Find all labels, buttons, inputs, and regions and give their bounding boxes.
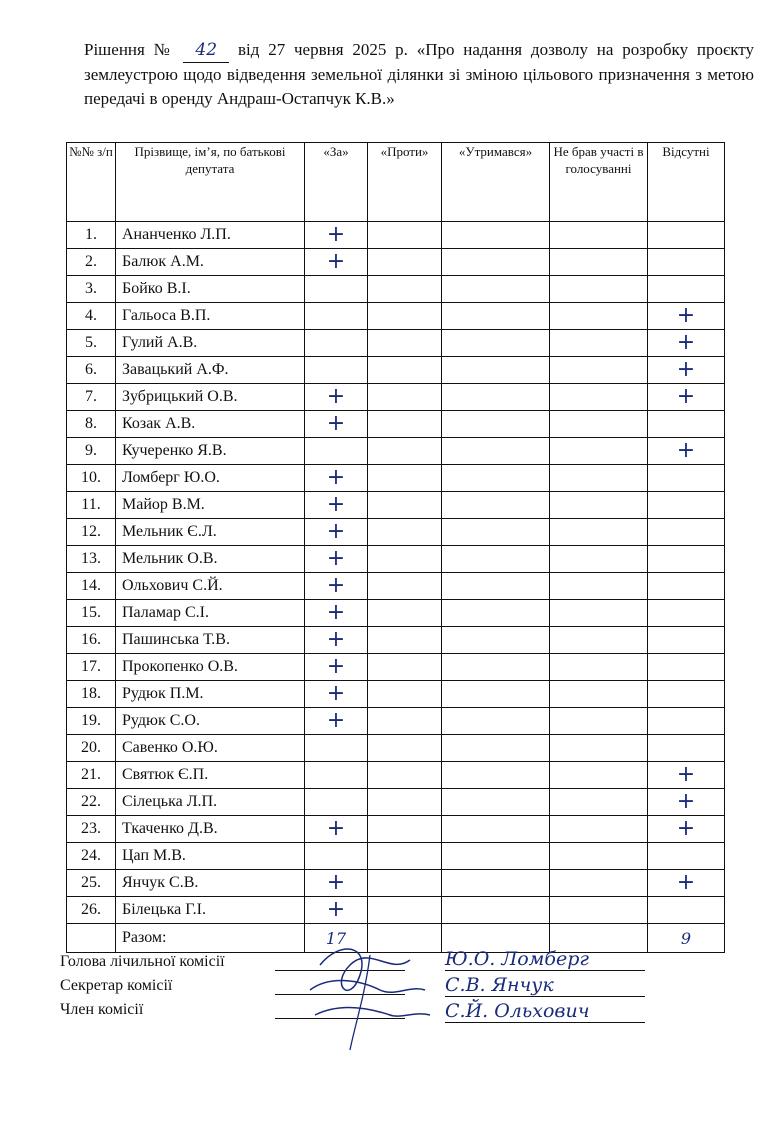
- plus-mark: +: [326, 546, 346, 571]
- signature-label-secretary: Секретар комісії: [60, 977, 173, 994]
- vote-ne-brav: [550, 762, 648, 789]
- table-row: [67, 897, 725, 924]
- table-row: [67, 816, 725, 843]
- plus-mark: +: [676, 384, 696, 409]
- vote-utrymavsia: [442, 735, 550, 762]
- table-row: [67, 222, 725, 249]
- plus-mark: +: [676, 816, 696, 841]
- vote-absent: [648, 735, 725, 762]
- table-row: [67, 438, 725, 465]
- vote-ne-brav: [550, 249, 648, 276]
- plus-mark: +: [326, 816, 346, 841]
- voting-table: [66, 142, 725, 953]
- vote-za: [305, 816, 368, 843]
- table-row: [67, 708, 725, 735]
- row-number: 21.: [67, 762, 116, 789]
- vote-ne-brav: [550, 303, 648, 330]
- plus-mark: +: [326, 708, 346, 733]
- row-number: 13.: [67, 546, 116, 573]
- row-number: 4.: [67, 303, 116, 330]
- vote-absent: [648, 411, 725, 438]
- vote-ne-brav: [550, 843, 648, 870]
- vote-proty: [368, 330, 442, 357]
- vote-absent: [648, 816, 725, 843]
- row-number: 19.: [67, 708, 116, 735]
- row-number: 15.: [67, 600, 116, 627]
- vote-ne-brav: [550, 465, 648, 492]
- vote-za: [305, 330, 368, 357]
- vote-za: [305, 222, 368, 249]
- row-number: 24.: [67, 843, 116, 870]
- vote-absent: [648, 627, 725, 654]
- vote-ne-brav: [550, 600, 648, 627]
- plus-mark: +: [676, 789, 696, 814]
- deputy-name: Рудюк П.М.: [116, 681, 305, 708]
- table-row: [67, 600, 725, 627]
- vote-ne-brav: [550, 654, 648, 681]
- vote-za: [305, 600, 368, 627]
- deputy-name: Прокопенко О.В.: [116, 654, 305, 681]
- header-name: Прізвище, ім’я, по батькові депутата: [116, 143, 305, 222]
- vote-utrymavsia: [442, 249, 550, 276]
- table-row: [67, 627, 725, 654]
- vote-ne-brav: [550, 438, 648, 465]
- vote-proty: [368, 654, 442, 681]
- table-row: [67, 492, 725, 519]
- vote-ne-brav: [550, 897, 648, 924]
- vote-proty: [368, 708, 442, 735]
- vote-za: [305, 465, 368, 492]
- table-row: [67, 573, 725, 600]
- vote-utrymavsia: [442, 816, 550, 843]
- vote-proty: [368, 762, 442, 789]
- table-row: [67, 519, 725, 546]
- table-row: [67, 384, 725, 411]
- header-utrymavsia: «Утримався»: [442, 143, 550, 222]
- plus-mark: +: [326, 870, 346, 895]
- vote-za: [305, 384, 368, 411]
- signature-name-chair: Ю.О. Ломберг: [445, 948, 645, 971]
- vote-absent: [648, 762, 725, 789]
- plus-mark: +: [676, 357, 696, 382]
- vote-za: [305, 249, 368, 276]
- plus-mark: +: [326, 654, 346, 679]
- table-row: [67, 303, 725, 330]
- vote-proty: [368, 897, 442, 924]
- decision-text: від 27 червня 2025 р. «Про надання дозволу на розробку проєкту землеустрою щодо відведення земельної ділянки зі зміною цільового призначення з метою передачі в оренду Андраш-Остапчук К.В.»: [84, 40, 755, 108]
- vote-absent: [648, 573, 725, 600]
- row-number: 23.: [67, 816, 116, 843]
- vote-proty: [368, 411, 442, 438]
- plus-mark: +: [676, 762, 696, 787]
- vote-proty: [368, 681, 442, 708]
- vote-ne-brav: [550, 519, 648, 546]
- vote-za: [305, 843, 368, 870]
- vote-za: [305, 357, 368, 384]
- vote-proty: [368, 789, 442, 816]
- vote-absent: [648, 303, 725, 330]
- vote-ne-brav: [550, 627, 648, 654]
- row-number: 14.: [67, 573, 116, 600]
- vote-ne-brav: [550, 357, 648, 384]
- deputy-name: Козак А.В.: [116, 411, 305, 438]
- vote-proty: [368, 519, 442, 546]
- deputy-name: Ольхович С.Й.: [116, 573, 305, 600]
- vote-za: [305, 438, 368, 465]
- vote-za: [305, 411, 368, 438]
- decision-number: 42: [183, 38, 229, 63]
- plus-mark: +: [326, 222, 346, 247]
- deputy-name: Ананченко Л.П.: [116, 222, 305, 249]
- table-row: [67, 762, 725, 789]
- deputy-name: Майор В.М.: [116, 492, 305, 519]
- vote-proty: [368, 465, 442, 492]
- header-num: №№ з/п: [67, 143, 116, 222]
- table-row: [67, 276, 725, 303]
- row-number: 16.: [67, 627, 116, 654]
- vote-absent: [648, 654, 725, 681]
- vote-proty: [368, 384, 442, 411]
- signature-label-member: Член комісії: [60, 1001, 144, 1018]
- signature-name-secretary: С.В. Янчук: [445, 974, 645, 997]
- vote-za: [305, 762, 368, 789]
- vote-absent: [648, 519, 725, 546]
- vote-proty: [368, 357, 442, 384]
- vote-za: [305, 654, 368, 681]
- vote-ne-brav: [550, 708, 648, 735]
- table-row: [67, 465, 725, 492]
- row-number: 5.: [67, 330, 116, 357]
- deputy-name: Білецька Г.І.: [116, 897, 305, 924]
- vote-proty: [368, 222, 442, 249]
- vote-ne-brav: [550, 330, 648, 357]
- vote-absent: [648, 870, 725, 897]
- vote-absent: [648, 384, 725, 411]
- table-row: [67, 330, 725, 357]
- vote-za: [305, 573, 368, 600]
- row-number: 12.: [67, 519, 116, 546]
- plus-mark: +: [326, 411, 346, 436]
- vote-ne-brav: [550, 276, 648, 303]
- row-number: 20.: [67, 735, 116, 762]
- plus-mark: +: [676, 330, 696, 355]
- header-proty: «Проти»: [368, 143, 442, 222]
- vote-absent: [648, 546, 725, 573]
- vote-absent: [648, 897, 725, 924]
- row-number: 25.: [67, 870, 116, 897]
- vote-za: [305, 519, 368, 546]
- vote-utrymavsia: [442, 438, 550, 465]
- plus-mark: +: [326, 249, 346, 274]
- vote-utrymavsia: [442, 357, 550, 384]
- row-number: 2.: [67, 249, 116, 276]
- deputy-name: Зубрицький О.В.: [116, 384, 305, 411]
- vote-utrymavsia: [442, 870, 550, 897]
- vote-absent: [648, 708, 725, 735]
- deputy-name: Янчук С.В.: [116, 870, 305, 897]
- vote-za: [305, 735, 368, 762]
- signature-name-member: С.Й. Ольхович: [445, 1000, 645, 1023]
- vote-utrymavsia: [442, 384, 550, 411]
- vote-utrymavsia: [442, 654, 550, 681]
- decision-title: [84, 38, 754, 111]
- vote-utrymavsia: [442, 519, 550, 546]
- table-row: [67, 735, 725, 762]
- vote-absent: [648, 276, 725, 303]
- deputy-name: Гальоса В.П.: [116, 303, 305, 330]
- deputy-name: Балюк А.М.: [116, 249, 305, 276]
- vote-absent: [648, 465, 725, 492]
- row-number: 17.: [67, 654, 116, 681]
- vote-proty: [368, 546, 442, 573]
- decision-prefix: Рішення №: [84, 40, 175, 59]
- vote-za: [305, 303, 368, 330]
- vote-ne-brav: [550, 816, 648, 843]
- plus-mark: +: [326, 384, 346, 409]
- vote-absent: [648, 600, 725, 627]
- plus-mark: +: [326, 465, 346, 490]
- vote-ne-brav: [550, 384, 648, 411]
- vote-ne-brav: [550, 735, 648, 762]
- vote-za: [305, 870, 368, 897]
- total-absent: 9: [648, 924, 725, 953]
- header-ne-brav: Не брав участі в голосуванні: [550, 143, 648, 222]
- vote-utrymavsia: [442, 627, 550, 654]
- vote-absent: [648, 789, 725, 816]
- vote-ne-brav: [550, 870, 648, 897]
- plus-mark: +: [326, 573, 346, 598]
- vote-za: [305, 627, 368, 654]
- table-row: [67, 357, 725, 384]
- plus-mark: +: [326, 627, 346, 652]
- vote-absent: [648, 492, 725, 519]
- table-row: [67, 411, 725, 438]
- vote-ne-brav: [550, 789, 648, 816]
- vote-za: [305, 276, 368, 303]
- vote-utrymavsia: [442, 303, 550, 330]
- deputy-name: Бойко В.І.: [116, 276, 305, 303]
- vote-za: [305, 789, 368, 816]
- row-number: 3.: [67, 276, 116, 303]
- vote-proty: [368, 843, 442, 870]
- vote-proty: [368, 573, 442, 600]
- vote-ne-brav: [550, 222, 648, 249]
- deputy-name: Ткаченко Д.В.: [116, 816, 305, 843]
- plus-mark: +: [326, 492, 346, 517]
- header-za: «За»: [305, 143, 368, 222]
- vote-utrymavsia: [442, 708, 550, 735]
- vote-proty: [368, 627, 442, 654]
- deputy-name: Мельник О.В.: [116, 546, 305, 573]
- table-header-row: [67, 143, 725, 222]
- vote-absent: [648, 438, 725, 465]
- deputy-name: Пашинська Т.В.: [116, 627, 305, 654]
- vote-proty: [368, 276, 442, 303]
- vote-proty: [368, 870, 442, 897]
- vote-utrymavsia: [442, 897, 550, 924]
- vote-proty: [368, 735, 442, 762]
- vote-za: [305, 546, 368, 573]
- vote-proty: [368, 438, 442, 465]
- vote-absent: [648, 222, 725, 249]
- vote-utrymavsia: [442, 681, 550, 708]
- deputy-name: Паламар С.І.: [116, 600, 305, 627]
- row-number: 8.: [67, 411, 116, 438]
- vote-ne-brav: [550, 681, 648, 708]
- vote-utrymavsia: [442, 789, 550, 816]
- deputy-name: Сілецька Л.П.: [116, 789, 305, 816]
- vote-proty: [368, 816, 442, 843]
- vote-utrymavsia: [442, 276, 550, 303]
- vote-za: [305, 492, 368, 519]
- deputy-name: Ломберг Ю.О.: [116, 465, 305, 492]
- row-number: 18.: [67, 681, 116, 708]
- vote-absent: [648, 330, 725, 357]
- vote-utrymavsia: [442, 762, 550, 789]
- vote-proty: [368, 303, 442, 330]
- plus-mark: +: [676, 438, 696, 463]
- plus-mark: +: [326, 600, 346, 625]
- row-number: 11.: [67, 492, 116, 519]
- deputy-name: Цап М.В.: [116, 843, 305, 870]
- row-number: 6.: [67, 357, 116, 384]
- deputy-name: Гулий А.В.: [116, 330, 305, 357]
- row-number: 1.: [67, 222, 116, 249]
- plus-mark: +: [676, 870, 696, 895]
- vote-utrymavsia: [442, 222, 550, 249]
- table-row: [67, 681, 725, 708]
- vote-utrymavsia: [442, 573, 550, 600]
- vote-ne-brav: [550, 546, 648, 573]
- vote-proty: [368, 600, 442, 627]
- vote-absent: [648, 249, 725, 276]
- vote-utrymavsia: [442, 546, 550, 573]
- vote-absent: [648, 843, 725, 870]
- vote-proty: [368, 492, 442, 519]
- plus-mark: +: [326, 897, 346, 922]
- vote-za: [305, 897, 368, 924]
- vote-za: [305, 681, 368, 708]
- table-row: [67, 546, 725, 573]
- row-number: 22.: [67, 789, 116, 816]
- vote-ne-brav: [550, 492, 648, 519]
- row-number: 10.: [67, 465, 116, 492]
- deputy-name: Святюк Є.П.: [116, 762, 305, 789]
- vote-proty: [368, 249, 442, 276]
- deputy-name: Кучеренко Я.В.: [116, 438, 305, 465]
- plus-mark: +: [326, 681, 346, 706]
- header-vidsutni: Відсутні: [648, 143, 725, 222]
- deputy-name: Мельник Є.Л.: [116, 519, 305, 546]
- signature-labels: [60, 950, 225, 1022]
- vote-ne-brav: [550, 573, 648, 600]
- vote-utrymavsia: [442, 465, 550, 492]
- vote-utrymavsia: [442, 330, 550, 357]
- signature-label-chair: Голова лічильної комісії: [60, 953, 225, 970]
- table-row: [67, 654, 725, 681]
- row-number: 7.: [67, 384, 116, 411]
- vote-utrymavsia: [442, 492, 550, 519]
- vote-absent: [648, 357, 725, 384]
- signature-scribble: [300, 935, 440, 1055]
- table-row: [67, 843, 725, 870]
- vote-utrymavsia: [442, 411, 550, 438]
- deputy-name: Завацький А.Ф.: [116, 357, 305, 384]
- total-label: Разом:: [116, 924, 305, 953]
- table-row: [67, 789, 725, 816]
- vote-utrymavsia: [442, 843, 550, 870]
- plus-mark: +: [326, 519, 346, 544]
- plus-mark: +: [676, 303, 696, 328]
- row-number: 26.: [67, 897, 116, 924]
- vote-za: [305, 708, 368, 735]
- vote-absent: [648, 681, 725, 708]
- table-row: [67, 870, 725, 897]
- vote-utrymavsia: [442, 600, 550, 627]
- deputy-name: Савенко О.Ю.: [116, 735, 305, 762]
- table-row: [67, 249, 725, 276]
- total-za: 17: [305, 924, 368, 953]
- vote-ne-brav: [550, 411, 648, 438]
- deputy-name: Рудюк С.О.: [116, 708, 305, 735]
- row-number: 9.: [67, 438, 116, 465]
